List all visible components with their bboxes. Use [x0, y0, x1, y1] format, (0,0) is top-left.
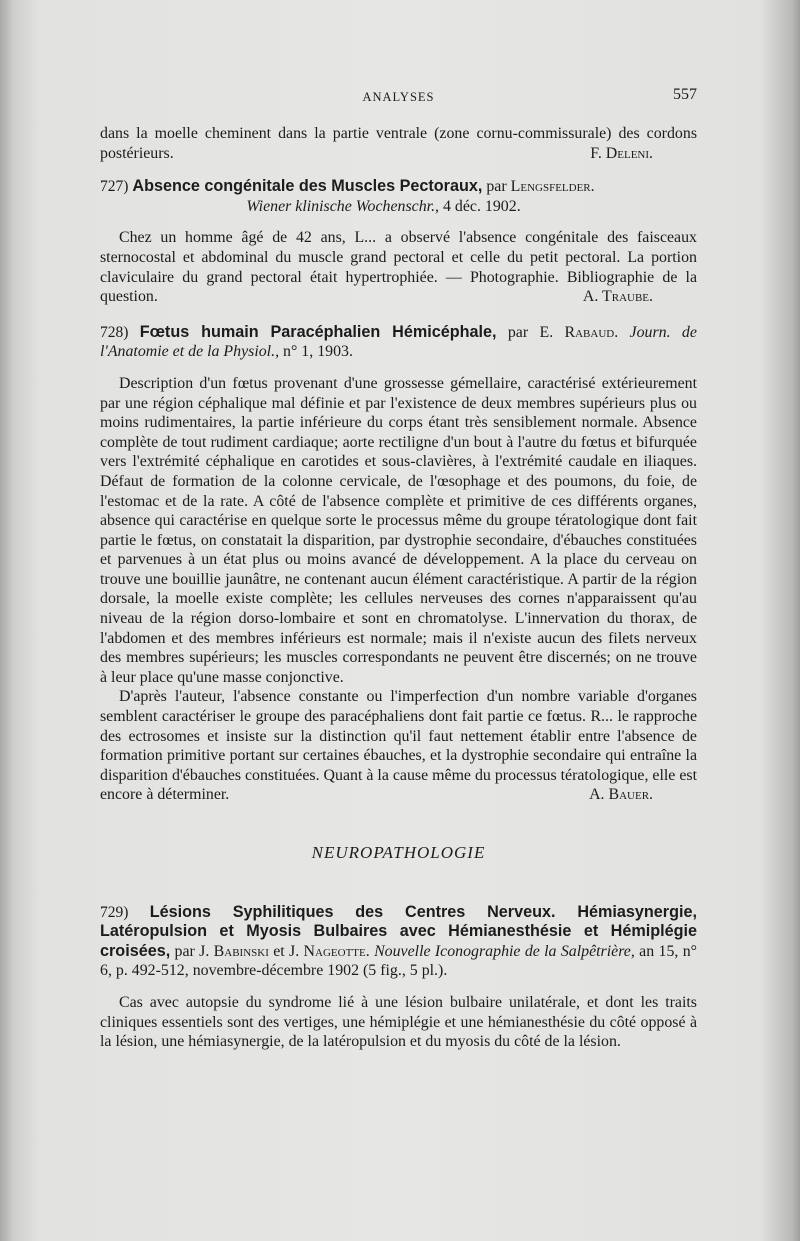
- signature-bauer: A. Bauer.: [589, 786, 653, 804]
- entry-729: [100, 903, 697, 1052]
- entry-title: Lésions Syphilitiques des Centres Nerveux. Hémiasynergie, Latéropulsion et Myosis Bulbaires avec Hémianesthésie et Hémiplégie croisées,: [100, 902, 697, 960]
- section-title: NEUROPATHOLOGIE: [311, 843, 486, 862]
- entry-by: par: [486, 178, 507, 196]
- running-title: ANALYSES: [362, 90, 435, 104]
- entry-728: [100, 323, 697, 805]
- entry-729-summary: Cas avec autopsie du syndrome lié à une lésion bulbaire unilatérale, et dont les traits cliniques essentiels sont des vertiges, une hémiplégie et une hémianesthésie du côté opposé à la lésion, une hémiasynergie, de la latéropulsion et du myosis du côté de la lésion.: [100, 993, 697, 1051]
- entry-729-heading: [100, 903, 697, 981]
- entry-by: par E.: [507, 323, 554, 341]
- entry-source-rest: n° 1, 1903.: [283, 343, 353, 361]
- entry-author-2: Nageotte.: [303, 942, 370, 960]
- entry-number: 729): [100, 903, 129, 921]
- entry-title: Fœtus humain Paracéphalien Hémicéphale,: [139, 322, 497, 341]
- entry-number: 728): [100, 323, 129, 341]
- entry-727-summary: Chez un homme âgé de 42 ans, L... a observé l'absence congénitale des faisceaux sternocostal et abdominal du muscle grand pectoral et celle du petit pectoral. La portion claviculaire du grand pectoral était hypertrophiée. — Photographie. Bibliographie de la question.: [100, 229, 697, 306]
- continuation-text: dans la moelle cheminent dans la partie ventrale (zone cornu-commissurale) des cordons postérieurs.: [100, 125, 697, 162]
- page-header: [100, 86, 697, 110]
- entry-727-source: Wiener klinische Wochenschr., 4 déc. 1902.: [246, 197, 521, 215]
- signature-traube: A. Traube.: [582, 288, 653, 306]
- entry-author: Lengsfelder.: [510, 178, 595, 196]
- entry-number: 727): [100, 178, 129, 196]
- entry-author: Rabaud.: [564, 323, 619, 341]
- page-number: 557: [673, 86, 697, 103]
- entry-source-italic: Journ. de l'Anatomie et de la Physiol.,: [100, 323, 697, 361]
- entry-727-heading: [100, 177, 697, 197]
- entry-by: par J.: [174, 942, 210, 960]
- entry-source-italic: Nouvelle Iconographie de la Salpêtrière,: [374, 942, 635, 960]
- entry-title: Absence congénitale des Muscles Pectoraux,: [132, 177, 483, 196]
- entry-author-1: Babinski: [213, 942, 269, 960]
- entry-source-rest: an 15, n° 6, p. 492-512, novembre-décembre 1902 (5 fig., 5 pl.).: [100, 942, 697, 980]
- signature-deleni: F. Deleni.: [590, 144, 653, 162]
- entry-and: et J.: [273, 942, 300, 960]
- entry-728-summary-p1: Description d'un fœtus provenant d'une grossesse gémellaire, caractérisé extérieurement par une région céphalique mal définie et par l'existence de deux membres supérieurs plus ou moins rudimentaires, la partie inférieure du corps étant très sensiblement normale. Absence complète de tout rudiment cardiaque; aorte rectiligne d'un bout à l'autre du fœtus et bifurquée vers l'extrémité céphalique en carotides et sous-clavières, à l'extrémité caudale en iliaques. Défaut de formation de la colonne cervicale, de l'œsophage et des poumons, du foie, de l'estomac et de la rate. A côté de l'absence complète et primitive de ces différents organes, absence qui caractérise en quelque sorte le processus même du groupe tératologique dont fait partie le fœtus, on constatait la disparition, par dystrophie secondaire, d'ébauches constituées et parvenues à un état plus ou moins avancé de développement. A la place du cerveau on trouve une bouillie jaunâtre, ne contenant aucun élément caractéristique. A partir de la région dorsale, la moelle existe complète; les cellules nerveuses des cornes n'apparaissent qu'au niveau de la région dorso-lombaire et sont en chromatolyse. L'innervation du thorax, de l'abdomen et des membres inférieurs est normale; mais il n'existe aucun des filets nerveux des membres supérieurs; les muscles correspondants ne peuvent être discernés; on ne trouve à leur place qu'une masse conjonctive.: [100, 374, 697, 686]
- entry-727: [100, 177, 697, 307]
- entry-728-summary-p2: D'après l'auteur, l'absence constante ou l'imperfection d'un nombre variable d'organes semblent caractériser le groupe des paracéphaliens dont fait partie ce fœtus. R... le rapproche des ectrosomes et insiste sur la distinction qu'il faut nettement établir entre l'absence de formation primitive portant sur certaines ébauches, et la dystrophie secondaire qui entraîne la disparition d'ébauches constituées. Quant à la cause même du processus tératologique, elle est encore à déterminer.: [100, 688, 697, 804]
- entry-728-heading: [100, 323, 697, 362]
- page-body: [100, 124, 697, 1052]
